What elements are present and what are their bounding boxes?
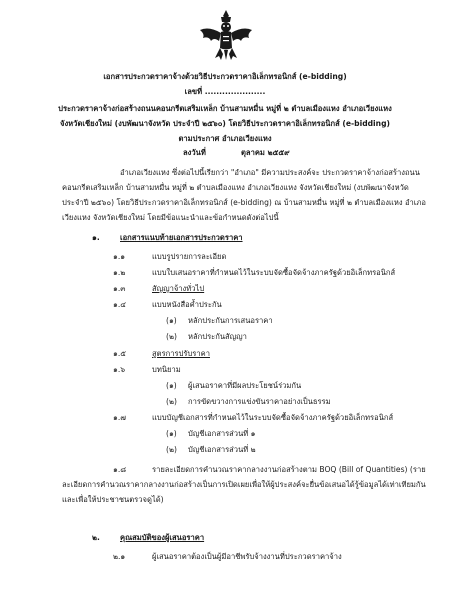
item-1-4-sub-2-text: หลักประกันสัญญา bbox=[188, 332, 247, 341]
item-2-1-text: ผู้เสนอราคาต้องเป็นผู้มีอาชีพรับจ้างงานที่ประกวดราคาจ้าง bbox=[152, 552, 342, 561]
announcement-line: ตามประกาศ อำเภอเวียงแหง bbox=[178, 134, 272, 143]
item-1-4-sub-2-number: (๒) bbox=[166, 332, 177, 341]
item-1-3-number: ๑.๓ bbox=[113, 284, 126, 293]
garuda-emblem-icon bbox=[197, 8, 255, 62]
item-1-2-number: ๑.๒ bbox=[113, 268, 126, 277]
item-1-7-sub-1-number: (๑) bbox=[166, 429, 177, 438]
item-1-7-sub-2-number: (๒) bbox=[166, 445, 177, 454]
intro-line-1: อำเภอเวียงแหง ซึ่งต่อไปนี้เรียกว่า "อำเภอ" มีความประสงค์จะ ประกวดราคาจ้างก่อสร้างถนน bbox=[120, 168, 420, 177]
section-1-title: เอกสารแนบท้ายเอกสารประกวดราคา bbox=[120, 233, 243, 242]
item-1-4-text: แบบหนังสือค้ำประกัน bbox=[152, 300, 222, 309]
section-1-number: ๑. bbox=[92, 233, 100, 242]
item-1-5-number: ๑.๕ bbox=[113, 349, 126, 358]
item-1-6-text: บทนิยาม bbox=[152, 365, 181, 374]
item-2-1-number: ๒.๑ bbox=[113, 552, 126, 561]
item-1-2-text: แบบใบเสนอราคาที่กำหนดไว้ในระบบจัดซื้อจัดจ้างภาครัฐด้วยอิเล็กทรอนิกส์ bbox=[152, 268, 396, 277]
document-number: เลขที่ ..................... bbox=[184, 87, 266, 96]
subject-line-1: ประกวดราคาจ้างก่อสร้างถนนคอนกรีตเสริมเหล็ก บ้านสามหมื่น หมู่ที่ ๒ ตำบลเมืองแหง อำเภอเวียงแหง bbox=[58, 104, 392, 113]
item-1-3-text: สัญญาจ้างทั่วไป bbox=[152, 284, 205, 293]
item-1-7-sub-1-text: บัญชีเอกสารส่วนที่ ๑ bbox=[188, 429, 256, 438]
item-1-6-sub-1-text: ผู้เสนอราคาที่มีผลประโยชน์ร่วมกัน bbox=[188, 381, 302, 390]
date-value: ตุลาคม ๒๕๕๙ bbox=[241, 148, 290, 157]
date-label: ลงวันที่ bbox=[183, 148, 206, 157]
item-1-6-sub-2-number: (๒) bbox=[166, 397, 177, 406]
item-1-8-continuation-1: ละเอียดการคำนวณราคากลางงานก่อสร้างเป็นการเปิดเผยเพื่อให้ผู้ประสงค์จะยื่นข้อเสนอได้รู้ข้อมูลได้เท่าเทียมกัน bbox=[62, 480, 426, 489]
item-1-1-number: ๑.๑ bbox=[113, 252, 126, 261]
item-1-4-sub-1-number: (๑) bbox=[166, 316, 177, 325]
item-1-5-text: สูตรการปรับราคา bbox=[152, 349, 210, 358]
item-1-7-sub-2-text: บัญชีเอกสารส่วนที่ ๒ bbox=[188, 445, 256, 454]
item-1-6-sub-1-number: (๑) bbox=[166, 381, 177, 390]
intro-line-4: เวียงแหง จังหวัดเชียงใหม่ โดยมีข้อแนะนำและข้อกำหนดดังต่อไปนี้ bbox=[62, 213, 279, 222]
item-1-4-number: ๑.๔ bbox=[113, 300, 126, 309]
item-1-8-continuation-2: และเพื่อให้ประชาชนตรวจดูได้) bbox=[62, 495, 164, 504]
item-1-6-number: ๑.๖ bbox=[113, 365, 126, 374]
section-2-number: ๒. bbox=[92, 533, 100, 542]
intro-line-3: ประจำปี ๒๕๖๐) โดยวิธีประกวดราคาอิเล็กทรอนิกส์ (e-bidding) ณ บ้านสามหมื่น หมู่ที่ ๒ ตำบลเมืองแหง อำเภอ bbox=[62, 198, 426, 207]
document-title: เอกสารประกวดราคาจ้างด้วยวิธีประกวดราคาอิเล็กทรอนิกส์ (e-bidding) bbox=[103, 72, 347, 81]
item-1-4-sub-1-text: หลักประกันการเสนอราคา bbox=[188, 316, 273, 325]
item-1-8-text: รายละเอียดการคำนวณราคากลางงานก่อสร้างตาม BOQ (Bill of Quantities) (ราย bbox=[152, 465, 426, 474]
item-1-8-number: ๑.๘ bbox=[113, 465, 127, 474]
item-1-6-sub-2-text: การขัดขวางการแข่งขันราคาอย่างเป็นธรรม bbox=[188, 397, 331, 406]
item-1-7-text: แบบบัญชีเอกสารที่กำหนดไว้ในระบบจัดซื้อจัดจ้างภาครัฐด้วยอิเล็กทรอนิกส์ bbox=[152, 413, 394, 422]
intro-line-2: คอนกรีตเสริมเหล็ก บ้านสามหมื่น หมู่ที่ ๒ ตำบลเมืองแหง อำเภอเวียงแหง จังหวัดเชียงใหม่ (งบพัฒนาจังหวัด bbox=[62, 183, 409, 192]
item-1-1-text: แบบรูปรายการละเอียด bbox=[152, 252, 227, 261]
subject-line-2: จังหวัดเชียงใหม่ (งบพัฒนาจังหวัด ประจำปี ๒๕๖๐) โดยวิธีประกวดราคาอิเล็กทรอนิกส์ (e-bidding) bbox=[60, 119, 390, 128]
section-2-title: คุณสมบัติของผู้เสนอราคา bbox=[120, 533, 205, 542]
item-1-7-number: ๑.๗ bbox=[113, 413, 126, 422]
